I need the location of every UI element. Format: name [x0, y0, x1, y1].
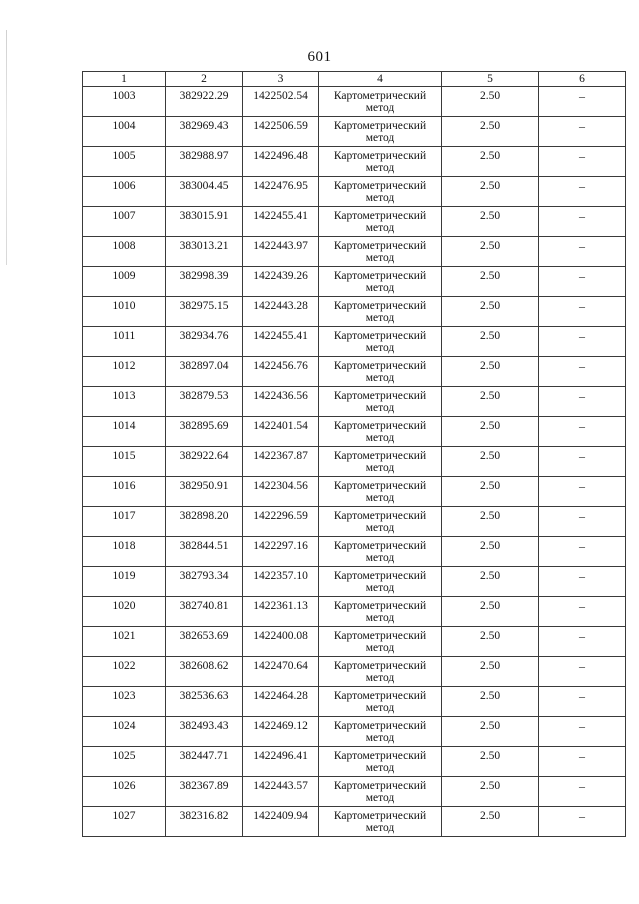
y-coordinate-cell: 1422400.08 — [243, 627, 319, 657]
x-coordinate-cell: 382316.82 — [166, 807, 243, 837]
column-header-4: 4 — [319, 72, 442, 87]
column-header-5: 5 — [442, 72, 539, 87]
method-line-2: метод — [365, 312, 395, 324]
method-cell — [319, 477, 442, 507]
y-coordinate-cell: 1422456.76 — [243, 357, 319, 387]
method-line-1: Картометрический — [333, 270, 427, 282]
method-line-2: метод — [365, 372, 395, 384]
method-line-2: метод — [365, 192, 395, 204]
x-coordinate-cell: 382969.43 — [166, 117, 243, 147]
note-cell: – — [539, 147, 626, 177]
accuracy-cell: 2.50 — [442, 297, 539, 327]
x-coordinate-cell: 382922.64 — [166, 447, 243, 477]
x-coordinate-cell: 382988.97 — [166, 147, 243, 177]
method-line-2: метод — [365, 522, 395, 534]
method-cell — [319, 297, 442, 327]
method-line-1: Картометрический — [333, 570, 427, 582]
y-coordinate-cell: 1422464.28 — [243, 687, 319, 717]
x-coordinate-cell: 382975.15 — [166, 297, 243, 327]
accuracy-cell: 2.50 — [442, 777, 539, 807]
y-coordinate-cell: 1422443.28 — [243, 297, 319, 327]
accuracy-cell: 2.50 — [442, 687, 539, 717]
y-coordinate-cell: 1422361.13 — [243, 597, 319, 627]
method-line-1: Картометрический — [333, 300, 427, 312]
point-id-cell: 1026 — [83, 777, 166, 807]
accuracy-cell: 2.50 — [442, 417, 539, 447]
method-line-2: метод — [365, 432, 395, 444]
table-row — [83, 807, 626, 837]
point-id-cell: 1024 — [83, 717, 166, 747]
accuracy-cell: 2.50 — [442, 537, 539, 567]
method-line-2: метод — [365, 672, 395, 684]
point-id-cell: 1004 — [83, 117, 166, 147]
note-cell: – — [539, 237, 626, 267]
y-coordinate-cell: 1422470.64 — [243, 657, 319, 687]
table-row — [83, 357, 626, 387]
accuracy-cell: 2.50 — [442, 507, 539, 537]
method-line-1: Картометрический — [333, 810, 427, 822]
x-coordinate-cell: 382950.91 — [166, 477, 243, 507]
table-row — [83, 687, 626, 717]
table-body — [83, 87, 626, 837]
x-coordinate-cell: 382895.69 — [166, 417, 243, 447]
accuracy-cell: 2.50 — [442, 657, 539, 687]
accuracy-cell: 2.50 — [442, 747, 539, 777]
method-line-2: метод — [365, 462, 395, 474]
x-coordinate-cell: 383015.91 — [166, 207, 243, 237]
table-row — [83, 297, 626, 327]
method-line-1: Картометрический — [333, 690, 427, 702]
method-line-2: метод — [365, 822, 395, 834]
method-line-1: Картометрический — [333, 480, 427, 492]
y-coordinate-cell: 1422455.41 — [243, 207, 319, 237]
table-row — [83, 177, 626, 207]
method-line-1: Картометрический — [333, 180, 427, 192]
y-coordinate-cell: 1422401.54 — [243, 417, 319, 447]
y-coordinate-cell: 1422443.57 — [243, 777, 319, 807]
note-cell: – — [539, 807, 626, 837]
table-row — [83, 327, 626, 357]
point-id-cell: 1016 — [83, 477, 166, 507]
y-coordinate-cell: 1422367.87 — [243, 447, 319, 477]
table-row — [83, 207, 626, 237]
table-row — [83, 147, 626, 177]
method-line-1: Картометрический — [333, 420, 427, 432]
point-id-cell: 1015 — [83, 447, 166, 477]
x-coordinate-cell: 382653.69 — [166, 627, 243, 657]
table-row — [83, 747, 626, 777]
method-cell — [319, 627, 442, 657]
point-id-cell: 1014 — [83, 417, 166, 447]
method-line-2: метод — [365, 492, 395, 504]
method-cell — [319, 387, 442, 417]
x-coordinate-cell: 382879.53 — [166, 387, 243, 417]
point-id-cell: 1020 — [83, 597, 166, 627]
accuracy-cell: 2.50 — [442, 147, 539, 177]
note-cell: – — [539, 117, 626, 147]
note-cell: – — [539, 387, 626, 417]
method-line-1: Картометрический — [333, 390, 427, 402]
method-line-1: Картометрический — [333, 120, 427, 132]
method-cell — [319, 537, 442, 567]
accuracy-cell: 2.50 — [442, 357, 539, 387]
column-header-2: 2 — [166, 72, 243, 87]
note-cell: – — [539, 537, 626, 567]
method-line-1: Картометрический — [333, 750, 427, 762]
method-cell — [319, 87, 442, 117]
column-header-6: 6 — [539, 72, 626, 87]
method-cell — [319, 417, 442, 447]
method-line-2: метод — [365, 552, 395, 564]
x-coordinate-cell: 382493.43 — [166, 717, 243, 747]
y-coordinate-cell: 1422296.59 — [243, 507, 319, 537]
table-row — [83, 597, 626, 627]
y-coordinate-cell: 1422443.97 — [243, 237, 319, 267]
x-coordinate-cell: 382740.81 — [166, 597, 243, 627]
method-line-1: Картометрический — [333, 720, 427, 732]
y-coordinate-cell: 1422409.94 — [243, 807, 319, 837]
method-line-1: Картометрический — [333, 360, 427, 372]
note-cell: – — [539, 717, 626, 747]
note-cell: – — [539, 597, 626, 627]
y-coordinate-cell: 1422506.59 — [243, 117, 319, 147]
note-cell: – — [539, 417, 626, 447]
method-line-2: метод — [365, 222, 395, 234]
accuracy-cell: 2.50 — [442, 597, 539, 627]
method-line-2: метод — [365, 342, 395, 354]
method-line-2: метод — [365, 612, 395, 624]
y-coordinate-cell: 1422357.10 — [243, 567, 319, 597]
method-cell — [319, 357, 442, 387]
point-id-cell: 1027 — [83, 807, 166, 837]
x-coordinate-cell: 383004.45 — [166, 177, 243, 207]
method-line-2: метод — [365, 792, 395, 804]
accuracy-cell: 2.50 — [442, 477, 539, 507]
point-id-cell: 1009 — [83, 267, 166, 297]
method-cell — [319, 147, 442, 177]
method-cell — [319, 717, 442, 747]
method-line-1: Картометрический — [333, 240, 427, 252]
y-coordinate-cell: 1422304.56 — [243, 477, 319, 507]
method-line-2: метод — [365, 162, 395, 174]
point-id-cell: 1017 — [83, 507, 166, 537]
method-line-2: метод — [365, 702, 395, 714]
accuracy-cell: 2.50 — [442, 627, 539, 657]
table-row — [83, 387, 626, 417]
point-id-cell: 1013 — [83, 387, 166, 417]
method-cell — [319, 777, 442, 807]
method-cell — [319, 507, 442, 537]
table-row — [83, 777, 626, 807]
point-id-cell: 1008 — [83, 237, 166, 267]
table-row — [83, 477, 626, 507]
method-line-1: Картометрический — [333, 660, 427, 672]
x-coordinate-cell: 382536.63 — [166, 687, 243, 717]
accuracy-cell: 2.50 — [442, 87, 539, 117]
note-cell: – — [539, 297, 626, 327]
table-row — [83, 657, 626, 687]
table-row — [83, 627, 626, 657]
method-line-1: Картометрический — [333, 780, 427, 792]
note-cell: – — [539, 267, 626, 297]
note-cell: – — [539, 507, 626, 537]
y-coordinate-cell: 1422455.41 — [243, 327, 319, 357]
accuracy-cell: 2.50 — [442, 117, 539, 147]
method-line-1: Картометрический — [333, 210, 427, 222]
table-row — [83, 87, 626, 117]
y-coordinate-cell: 1422439.26 — [243, 267, 319, 297]
coordinates-table — [82, 71, 626, 837]
method-line-2: метод — [365, 402, 395, 414]
y-coordinate-cell: 1422496.41 — [243, 747, 319, 777]
table-row — [83, 117, 626, 147]
point-id-cell: 1007 — [83, 207, 166, 237]
point-id-cell: 1025 — [83, 747, 166, 777]
y-coordinate-cell: 1422502.54 — [243, 87, 319, 117]
table-row — [83, 717, 626, 747]
header-row — [83, 72, 626, 87]
method-cell — [319, 207, 442, 237]
accuracy-cell: 2.50 — [442, 387, 539, 417]
x-coordinate-cell: 382922.29 — [166, 87, 243, 117]
method-cell — [319, 807, 442, 837]
note-cell: – — [539, 207, 626, 237]
method-line-2: метод — [365, 732, 395, 744]
method-line-1: Картометрический — [333, 150, 427, 162]
point-id-cell: 1021 — [83, 627, 166, 657]
method-line-2: метод — [365, 102, 395, 114]
accuracy-cell: 2.50 — [442, 267, 539, 297]
method-cell — [319, 747, 442, 777]
x-coordinate-cell: 382367.89 — [166, 777, 243, 807]
y-coordinate-cell: 1422469.12 — [243, 717, 319, 747]
point-id-cell: 1012 — [83, 357, 166, 387]
note-cell: – — [539, 357, 626, 387]
table-row — [83, 537, 626, 567]
method-line-2: метод — [365, 762, 395, 774]
method-cell — [319, 267, 442, 297]
method-cell — [319, 117, 442, 147]
point-id-cell: 1019 — [83, 567, 166, 597]
note-cell: – — [539, 627, 626, 657]
accuracy-cell: 2.50 — [442, 717, 539, 747]
note-cell: – — [539, 657, 626, 687]
column-header-1: 1 — [83, 72, 166, 87]
y-coordinate-cell: 1422496.48 — [243, 147, 319, 177]
column-header-3: 3 — [243, 72, 319, 87]
method-line-2: метод — [365, 252, 395, 264]
x-coordinate-cell: 382898.20 — [166, 507, 243, 537]
method-line-2: метод — [365, 282, 395, 294]
method-cell — [319, 687, 442, 717]
accuracy-cell: 2.50 — [442, 237, 539, 267]
point-id-cell: 1018 — [83, 537, 166, 567]
point-id-cell: 1010 — [83, 297, 166, 327]
table-row — [83, 507, 626, 537]
table-row — [83, 567, 626, 597]
note-cell: – — [539, 447, 626, 477]
x-coordinate-cell: 382844.51 — [166, 537, 243, 567]
x-coordinate-cell: 382793.34 — [166, 567, 243, 597]
x-coordinate-cell: 382608.62 — [166, 657, 243, 687]
y-coordinate-cell: 1422476.95 — [243, 177, 319, 207]
method-cell — [319, 327, 442, 357]
accuracy-cell: 2.50 — [442, 807, 539, 837]
method-line-1: Картометрический — [333, 90, 427, 102]
y-coordinate-cell: 1422436.56 — [243, 387, 319, 417]
table-row — [83, 267, 626, 297]
point-id-cell: 1022 — [83, 657, 166, 687]
method-cell — [319, 177, 442, 207]
accuracy-cell: 2.50 — [442, 207, 539, 237]
table-row — [83, 417, 626, 447]
y-coordinate-cell: 1422297.16 — [243, 537, 319, 567]
accuracy-cell: 2.50 — [442, 447, 539, 477]
table-row — [83, 447, 626, 477]
method-line-1: Картометрический — [333, 630, 427, 642]
method-line-2: метод — [365, 642, 395, 654]
accuracy-cell: 2.50 — [442, 567, 539, 597]
x-coordinate-cell: 382447.71 — [166, 747, 243, 777]
table-header — [83, 72, 626, 87]
method-line-1: Картометрический — [333, 540, 427, 552]
note-cell: – — [539, 747, 626, 777]
point-id-cell: 1003 — [83, 87, 166, 117]
x-coordinate-cell: 382998.39 — [166, 267, 243, 297]
accuracy-cell: 2.50 — [442, 327, 539, 357]
note-cell: – — [539, 177, 626, 207]
point-id-cell: 1005 — [83, 147, 166, 177]
x-coordinate-cell: 383013.21 — [166, 237, 243, 267]
point-id-cell: 1006 — [83, 177, 166, 207]
x-coordinate-cell: 382897.04 — [166, 357, 243, 387]
method-cell — [319, 597, 442, 627]
method-line-1: Картометрический — [333, 510, 427, 522]
note-cell: – — [539, 87, 626, 117]
method-cell — [319, 567, 442, 597]
accuracy-cell: 2.50 — [442, 177, 539, 207]
note-cell: – — [539, 687, 626, 717]
method-line-1: Картометрический — [333, 600, 427, 612]
x-coordinate-cell: 382934.76 — [166, 327, 243, 357]
method-cell — [319, 657, 442, 687]
method-line-2: метод — [365, 582, 395, 594]
method-line-2: метод — [365, 132, 395, 144]
page-number: 601 — [307, 49, 332, 65]
point-id-cell: 1011 — [83, 327, 166, 357]
method-line-1: Картометрический — [333, 450, 427, 462]
method-cell — [319, 237, 442, 267]
method-cell — [319, 447, 442, 477]
note-cell: – — [539, 327, 626, 357]
note-cell: – — [539, 477, 626, 507]
point-id-cell: 1023 — [83, 687, 166, 717]
note-cell: – — [539, 567, 626, 597]
note-cell: – — [539, 777, 626, 807]
table-row — [83, 237, 626, 267]
method-line-1: Картометрический — [333, 330, 427, 342]
